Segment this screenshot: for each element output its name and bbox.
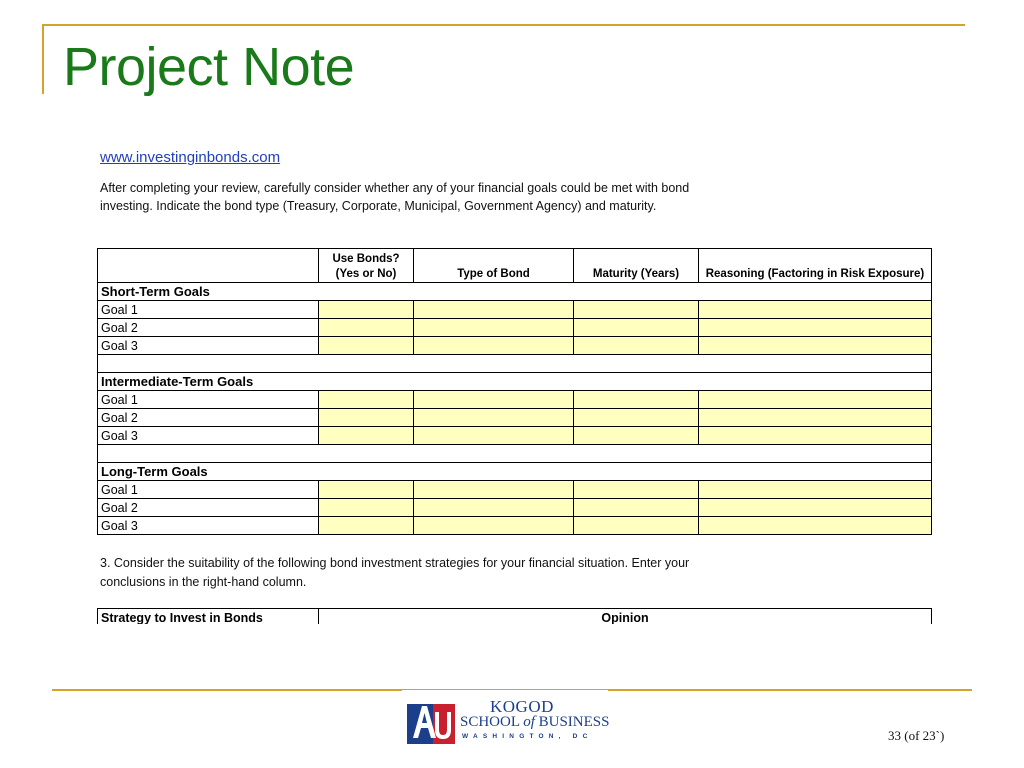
title-frame-left-rule — [42, 24, 44, 94]
section-heading-long: Long-Term Goals — [98, 463, 932, 481]
reasoning-cell[interactable] — [699, 301, 932, 319]
use-bonds-cell[interactable] — [319, 301, 414, 319]
section-row — [98, 373, 932, 391]
reasoning-cell[interactable] — [699, 427, 932, 445]
header-reasoning: Reasoning (Factoring in Risk Exposure) — [699, 249, 932, 283]
strategy-col-header: Strategy to Invest in Bonds — [98, 609, 319, 625]
table-row — [98, 319, 932, 337]
table-row — [98, 517, 932, 535]
goal-label: Goal 1 — [98, 301, 319, 319]
maturity-cell[interactable] — [574, 517, 699, 535]
bond-type-cell[interactable] — [414, 319, 574, 337]
use-bonds-cell[interactable] — [319, 517, 414, 535]
goal-label: Goal 3 — [98, 427, 319, 445]
reasoning-cell[interactable] — [699, 409, 932, 427]
table-row — [98, 481, 932, 499]
table-row — [98, 499, 932, 517]
section-row — [98, 283, 932, 301]
bond-type-cell[interactable] — [414, 301, 574, 319]
maturity-cell[interactable] — [574, 481, 699, 499]
use-bonds-cell[interactable] — [319, 337, 414, 355]
title-frame-top-rule — [42, 24, 965, 26]
page-number: 33 (of 23`) — [888, 728, 945, 743]
maturity-cell[interactable] — [574, 391, 699, 409]
goal-label: Goal 1 — [98, 391, 319, 409]
spacer-cell — [98, 355, 932, 373]
maturity-cell[interactable] — [574, 319, 699, 337]
reasoning-cell[interactable] — [699, 319, 932, 337]
bond-type-cell[interactable] — [414, 481, 574, 499]
goal-label: Goal 2 — [98, 409, 319, 427]
spacer-cell — [98, 445, 932, 463]
reasoning-cell[interactable] — [699, 337, 932, 355]
section-row — [98, 463, 932, 481]
reasoning-cell[interactable] — [699, 481, 932, 499]
logo-school-of: of — [523, 714, 535, 730]
use-bonds-cell[interactable] — [319, 319, 414, 337]
bond-type-cell[interactable] — [414, 409, 574, 427]
slide-title: Project Note — [63, 37, 355, 97]
table-row — [98, 391, 932, 409]
use-bonds-cell[interactable] — [319, 427, 414, 445]
goal-label: Goal 3 — [98, 337, 319, 355]
table-row — [98, 337, 932, 355]
goal-label: Goal 2 — [98, 319, 319, 337]
use-bonds-cell[interactable] — [319, 481, 414, 499]
table-row — [98, 301, 932, 319]
bond-type-cell[interactable] — [414, 517, 574, 535]
kogod-logo — [402, 690, 608, 750]
maturity-cell[interactable] — [574, 301, 699, 319]
logo-school-a: SCHOOL — [460, 714, 524, 730]
reasoning-cell[interactable] — [699, 499, 932, 517]
goal-label: Goal 2 — [98, 499, 319, 517]
header-type: Type of Bond — [414, 249, 574, 283]
strategy-table — [97, 608, 932, 624]
maturity-cell[interactable] — [574, 409, 699, 427]
header-blank — [98, 249, 319, 283]
bond-goals-table — [97, 248, 932, 535]
logo-kogod: KOGOD — [490, 697, 554, 716]
use-bonds-cell[interactable] — [319, 391, 414, 409]
maturity-cell[interactable] — [574, 499, 699, 517]
bond-type-cell[interactable] — [414, 391, 574, 409]
header-use-bonds-line2: (Yes or No) — [335, 268, 397, 280]
maturity-cell[interactable] — [574, 427, 699, 445]
header-row — [98, 249, 932, 283]
use-bonds-cell[interactable] — [319, 499, 414, 517]
opinion-col-header: Opinion — [319, 609, 932, 625]
au-emblem-icon — [407, 698, 455, 744]
spacer-row — [98, 445, 932, 463]
logo-school-b: BUSINESS — [534, 714, 610, 730]
bond-type-cell[interactable] — [414, 337, 574, 355]
bond-type-cell[interactable] — [414, 427, 574, 445]
reasoning-cell[interactable] — [699, 391, 932, 409]
instructions-text: After completing your review, carefully consider whether any of your financial goals could be met with bond investing. Indicate the bond type (Treasury, Corporate, Municipal, Government Agency) and maturity. — [100, 181, 690, 213]
table-row — [98, 409, 932, 427]
reasoning-cell[interactable] — [699, 517, 932, 535]
table-row — [98, 427, 932, 445]
logo-washington: WASHINGTON, DC — [462, 733, 593, 740]
goal-label: Goal 1 — [98, 481, 319, 499]
use-bonds-cell[interactable] — [319, 409, 414, 427]
section-heading-short: Short-Term Goals — [98, 283, 932, 301]
spacer-row — [98, 355, 932, 373]
logo-school — [460, 714, 609, 731]
header-use-bonds-line1: Use Bonds? — [332, 253, 400, 265]
maturity-cell[interactable] — [574, 337, 699, 355]
strategy-header-row — [98, 609, 932, 625]
bond-type-cell[interactable] — [414, 499, 574, 517]
website-link[interactable]: www.investinginbonds.com — [100, 149, 281, 166]
header-use-bonds — [319, 249, 414, 283]
strategy-instructions: 3. Consider the suitability of the following bond investment strategies for your financial situation. Enter your conclusions in the right-hand column. — [100, 556, 690, 589]
goal-label: Goal 3 — [98, 517, 319, 535]
header-maturity: Maturity (Years) — [574, 249, 699, 283]
worksheet-image — [97, 146, 937, 624]
section-heading-intermediate: Intermediate-Term Goals — [98, 373, 932, 391]
